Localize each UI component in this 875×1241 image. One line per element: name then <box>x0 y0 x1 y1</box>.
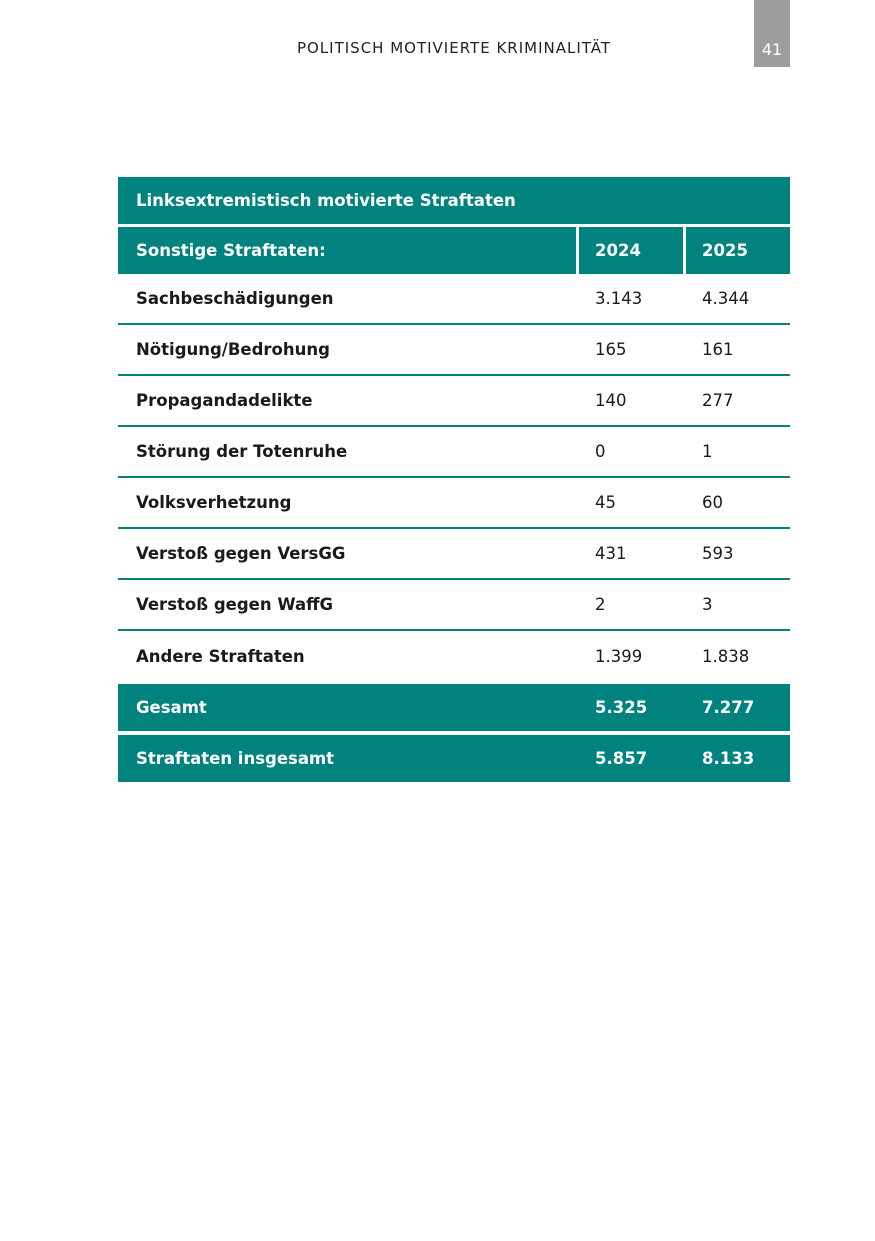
row-value-2025: 1.838 <box>702 647 750 666</box>
row-value-2025: 593 <box>702 544 734 563</box>
row-value-2024: 165 <box>595 340 627 359</box>
grand-total-label: Straftaten insgesamt <box>136 749 335 768</box>
row-value-2025: 161 <box>702 340 734 359</box>
row-value-2025: 4.344 <box>702 289 750 308</box>
total-label: Gesamt <box>136 698 207 717</box>
header-year-2024: 2024 <box>579 227 683 274</box>
total-value-2024: 5.325 <box>595 698 648 717</box>
table-row <box>118 529 790 580</box>
row-label: Störung der Totenruhe <box>136 442 348 461</box>
total-row <box>118 684 790 731</box>
row-label: Propagandadelikte <box>136 391 313 410</box>
row-value-2025: 277 <box>702 391 734 410</box>
row-label: Verstoß gegen VersGG <box>136 544 346 563</box>
row-value-2024: 431 <box>595 544 627 563</box>
table-row <box>118 325 790 376</box>
row-label: Verstoß gegen WaffG <box>136 595 334 614</box>
page-number: 41 <box>754 0 790 67</box>
row-label: Sachbeschädigungen <box>136 289 334 308</box>
total-value-2025: 7.277 <box>702 698 755 717</box>
row-value-2024: 0 <box>595 442 606 461</box>
table-row <box>118 580 790 631</box>
table-header <box>118 227 790 274</box>
row-value-2024: 45 <box>595 493 616 512</box>
statistics-table <box>118 177 790 782</box>
running-head: POLITISCH MOTIVIERTE KRIMINALITÄT <box>296 39 612 57</box>
table-row <box>118 427 790 478</box>
row-value-2025: 3 <box>702 595 713 614</box>
row-value-2024: 3.143 <box>595 289 643 308</box>
row-label: Volksverhetzung <box>136 493 292 512</box>
row-value-2025: 60 <box>702 493 723 512</box>
table-row <box>118 376 790 427</box>
table-title: Linksextremistisch motivierte Straftaten <box>118 177 790 224</box>
row-label: Andere Straftaten <box>136 647 305 666</box>
row-value-2025: 1 <box>702 442 713 461</box>
row-value-2024: 1.399 <box>595 647 643 666</box>
grand-total-value-2024: 5.857 <box>595 749 648 768</box>
table-row <box>118 631 790 682</box>
header-label: Sonstige Straftaten: <box>118 227 576 274</box>
row-value-2024: 2 <box>595 595 606 614</box>
row-value-2024: 140 <box>595 391 627 410</box>
grand-total-value-2025: 8.133 <box>702 749 755 768</box>
grand-total-row <box>118 735 790 782</box>
table-row <box>118 274 790 325</box>
table-row <box>118 478 790 529</box>
row-label: Nötigung/Bedrohung <box>136 340 330 359</box>
header-year-2025: 2025 <box>686 227 790 274</box>
